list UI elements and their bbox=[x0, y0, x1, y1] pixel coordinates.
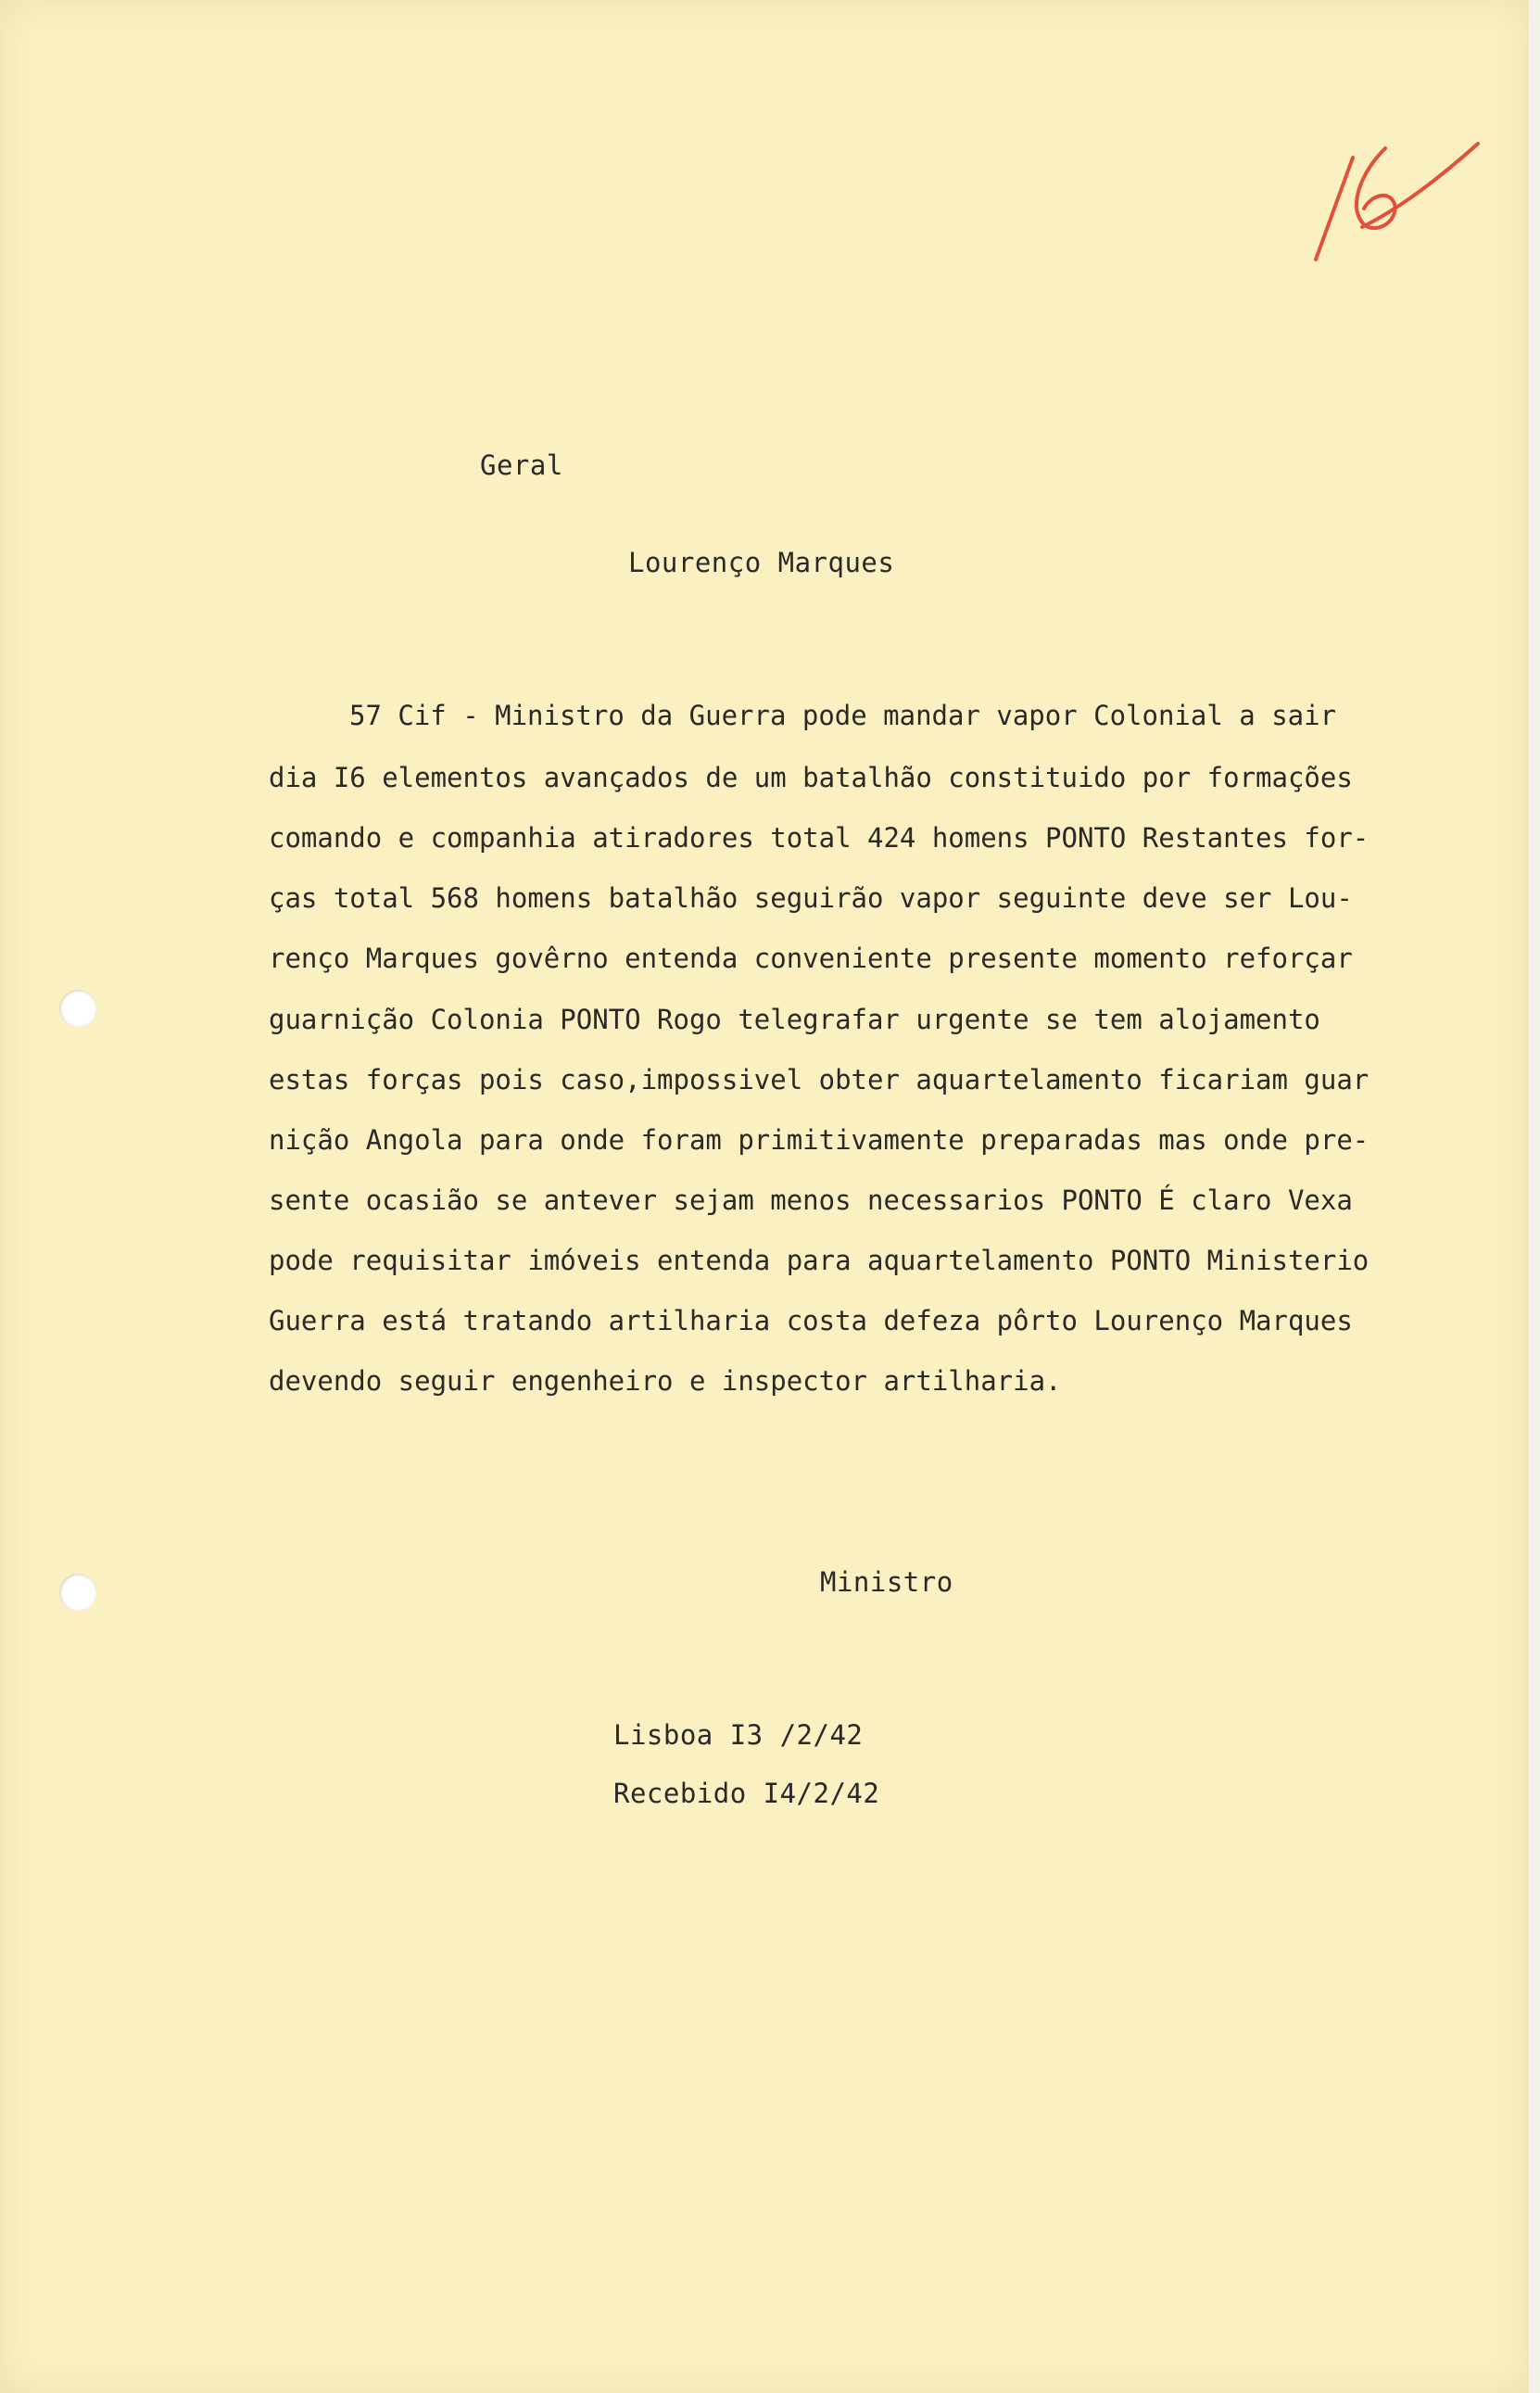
body-line: estas forças pois caso,impossivel obter aquartelamento ficariam guar bbox=[269, 1064, 1370, 1095]
body-line: Guerra está tratando artilharia costa defeza pôrto Lourenço Marques bbox=[269, 1305, 1353, 1336]
body-line: guarnição Colonia PONTO Rogo telegrafar urgente se tem alojamento bbox=[269, 1004, 1320, 1035]
body-line: renço Marques govêrno entenda conveniente presente momento reforçar bbox=[269, 943, 1353, 974]
body-line: nição Angola para onde foram primitivamente preparadas mas onde pre- bbox=[269, 1124, 1370, 1156]
header-destination: Lourenço Marques bbox=[628, 547, 895, 578]
body-line: devendo seguir engenheiro e inspector artilharia. bbox=[269, 1365, 1062, 1397]
body-line: dia I6 elementos avançados de um batalhão constituido por formações bbox=[269, 762, 1353, 793]
body-line: pode requisitar imóveis entenda para aquartelamento PONTO Ministerio bbox=[269, 1245, 1370, 1276]
body-line: ças total 568 homens batalhão seguirão vapor seguinte deve ser Lou- bbox=[269, 882, 1353, 914]
page-number-text bbox=[1293, 120, 1294, 121]
body-line: sente ocasião se antever sejam menos necessarios PONTO É claro Vexa bbox=[269, 1184, 1353, 1216]
page-edge bbox=[1529, 0, 1540, 2393]
page-number-annotation bbox=[1297, 130, 1492, 278]
body-line: comando e companhia atiradores total 424 homens PONTO Restantes for- bbox=[269, 822, 1370, 854]
punch-hole-lower bbox=[59, 1574, 96, 1611]
sent-date: Lisboa I3 /2/42 bbox=[613, 1719, 864, 1751]
body-line: 57 Cif - Ministro da Guerra pode mandar vapor Colonial a sair bbox=[349, 700, 1337, 731]
header-geral: Geral bbox=[480, 449, 563, 481]
signature: Ministro bbox=[820, 1566, 953, 1598]
received-date: Recebido I4/2/42 bbox=[613, 1778, 880, 1809]
punch-hole-upper bbox=[59, 990, 96, 1027]
